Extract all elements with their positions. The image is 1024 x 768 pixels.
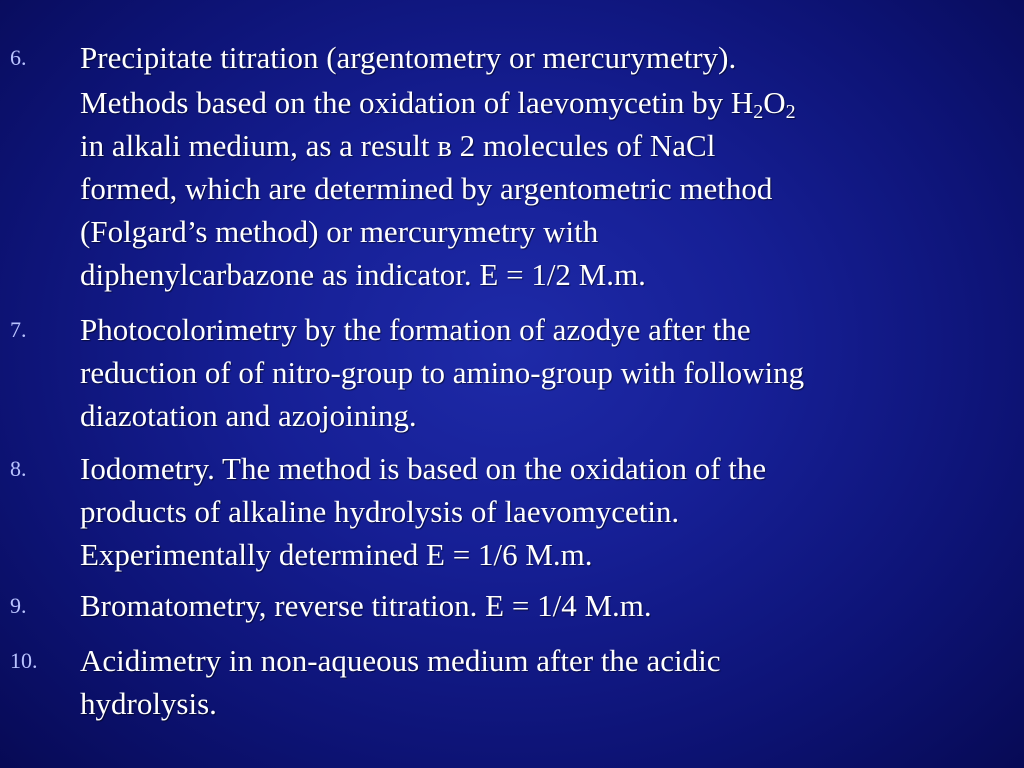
list-line: hydrolysis. [80, 686, 217, 721]
subscript: 2 [785, 101, 796, 123]
list-line: in alkali medium, as a result в 2 molecules of NaCl [80, 128, 716, 163]
list-line: formed, which are determined by argentometric method [80, 171, 773, 206]
list-number: 8. [10, 456, 27, 481]
list-number: 9. [10, 593, 27, 618]
list-number: 7. [10, 317, 27, 342]
list-line: Iodometry. The method is based on the oxidation of the [80, 451, 767, 486]
list-line: (Folgard’s method) or mercurymetry with [80, 214, 599, 249]
list-line: Acidimetry in non-aqueous medium after the acidic [80, 643, 721, 678]
subscript: 2 [753, 101, 764, 123]
list-line: diphenylcarbazone as indicator. E = 1/2 M.m. [80, 257, 646, 292]
list-line: Precipitate titration (argentometry or mercurymetry). [80, 40, 737, 75]
list-line: diazotation and azojoining. [80, 398, 417, 433]
list-line: Bromatometry, reverse titration. E = 1/4 M.m. [80, 588, 652, 623]
formula-oxygen: O [763, 85, 786, 120]
list-number: 6. [10, 45, 27, 70]
list-line-text: Methods based on the oxidation of laevomycetin by H [80, 85, 754, 120]
list-line-with-formula [80, 81, 796, 125]
list-line: Experimentally determined E = 1/6 M.m. [80, 537, 593, 572]
list-line: products of alkaline hydrolysis of laevomycetin. [80, 494, 680, 529]
list-line: reduction of of nitro-group to amino-group with following [80, 355, 805, 390]
list-number: 10. [10, 648, 38, 673]
list-line: Photocolorimetry by the formation of azodye after the [80, 312, 751, 347]
